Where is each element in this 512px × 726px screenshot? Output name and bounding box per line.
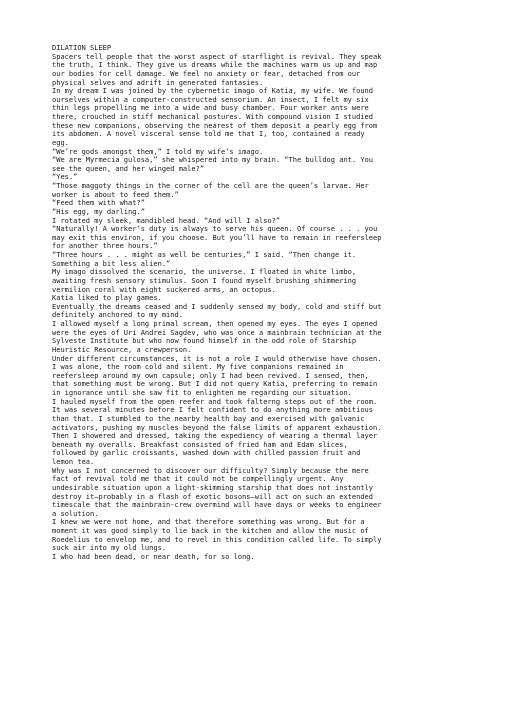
paragraph: “Yes.” [52, 172, 78, 182]
paragraph: “We’re gods amongst them,” I told my wife’s imago. [52, 146, 264, 156]
document-body [52, 53, 512, 562]
paragraph: Katia liked to play games. [52, 293, 162, 303]
paragraph: In my dream I was joined by the cybernetic imago of Katia, my wife. We found ourselves within a computer-constructed sensorium. An insect, I felt my six thin legs propelling me into a wide and busy chamber. Four worker ants were there, crouched in stiff mechanical postures. With compound vision I studied these new companions, observing the nearest of them deposit a pearly egg from its abdomen. A novel visceral sense told me that I, too, contained a ready egg. [52, 86, 378, 147]
paragraph: Eventually the dreams ceased and I suddenly sensed my body, cold and stiff but definitely anchored to my mind. [52, 301, 382, 320]
paragraph: I rotated my sleek, mandibled head. “And will I also?” [52, 215, 281, 225]
document-title: DILATION SLEEP [52, 43, 112, 52]
paragraph: I hauled myself from the open reefer and took falterng steps out of the room. It was several minutes before I felt confident to do anything more ambitious than that. I stumbled to the nearby health bay and exercised with galvanic activators, pushing my muscles beyond the false limits of apparent exhaustion. Then I showered and dressed, taking the expediency of wearing a thermal layer beneath my overalls. Breakfast consisted of fried ham and Edam slices, followed by garlic croissants, washed down with chilled passion fruit and lemon tea. [52, 396, 382, 466]
paragraph: My imago dissolved the scenario, the universe. I floated in white limbo, awaiting fresh sensory stimulus. Soon I found myself brushing shimmering vermilion coral with eight suckered arms, an octopus. [52, 267, 357, 294]
paragraph: Spacers tell people that the worst aspect of starflight is revival. They speak the truth, I think. They give us dreams while the machines warm us up and map our bodies for cell damage. We feel no anxiety or fear, detached from our physical selves and adrift in generated fantasies. [52, 51, 382, 87]
paragraph: “Naturally! A worker’s duty is always to serve his queen. Of course . . . you may exit this environ, if you choose. But you’ll have to remain in reefersleep for another three hours.” [52, 224, 382, 251]
paragraph: “His egg, my darling.” [52, 206, 145, 216]
paragraph: “Those maggoty things in the corner of the cell are the queen’s larvae. Her worker is about to feed them.” [52, 181, 369, 199]
paragraph: I who had been dead, or near death, for so long. [52, 551, 255, 561]
paragraph: “Feed them with what?” [52, 198, 145, 208]
paragraph: “We are Myrmecia gulosa,” she whispered into my brain. “The bulldog ant. You see the queen, and her winged male?” [52, 155, 374, 173]
paragraph: I knew we were not home, and that therefore something was wrong. But for a moment it was good simply to lie back in the kitchen and allow the music of Roedelius to envelop me, and to revel in this condition called life. To simply suck air into my old lungs. [52, 517, 382, 553]
paragraph: “Three hours . . . might as well be centuries,” I said. “Then change it. Something a bit less alien.” [52, 250, 357, 268]
paragraph: Under different circumstances, it is not a role I would otherwise have chosen. I was alone, the room cold and silent. My five companions remained in reefersleep around my own capsule; only I had been revived. I sensed, then, that something must be wrong. But I did not query Katia, preferring to remain in ignorance until she saw fit to enlighten me regarding our situation. [52, 353, 382, 397]
paragraph: I allowed myself a long primal scream, then opened my eyes. The eyes I opened were the eyes of Uri Andrei Sagdev, who was once a mainbrain technician at the Sylveste Institute but who now found himself in the odd role of Starship Heuristic Resource, a crewperson. [52, 319, 382, 354]
paragraph: Why was I not concerned to discover our difficulty? Simply because the mere fact of revival told me that it could not be compellingly urgent. Any undesirable situation upon a light-skimming starship that does not instantly destroy it—probably in a flash of exotic bosons—will act on such an extended timescale that the mainbrain-crew overmind will have days or weeks to engineer a solution. [52, 465, 382, 518]
document-page [52, 44, 512, 562]
